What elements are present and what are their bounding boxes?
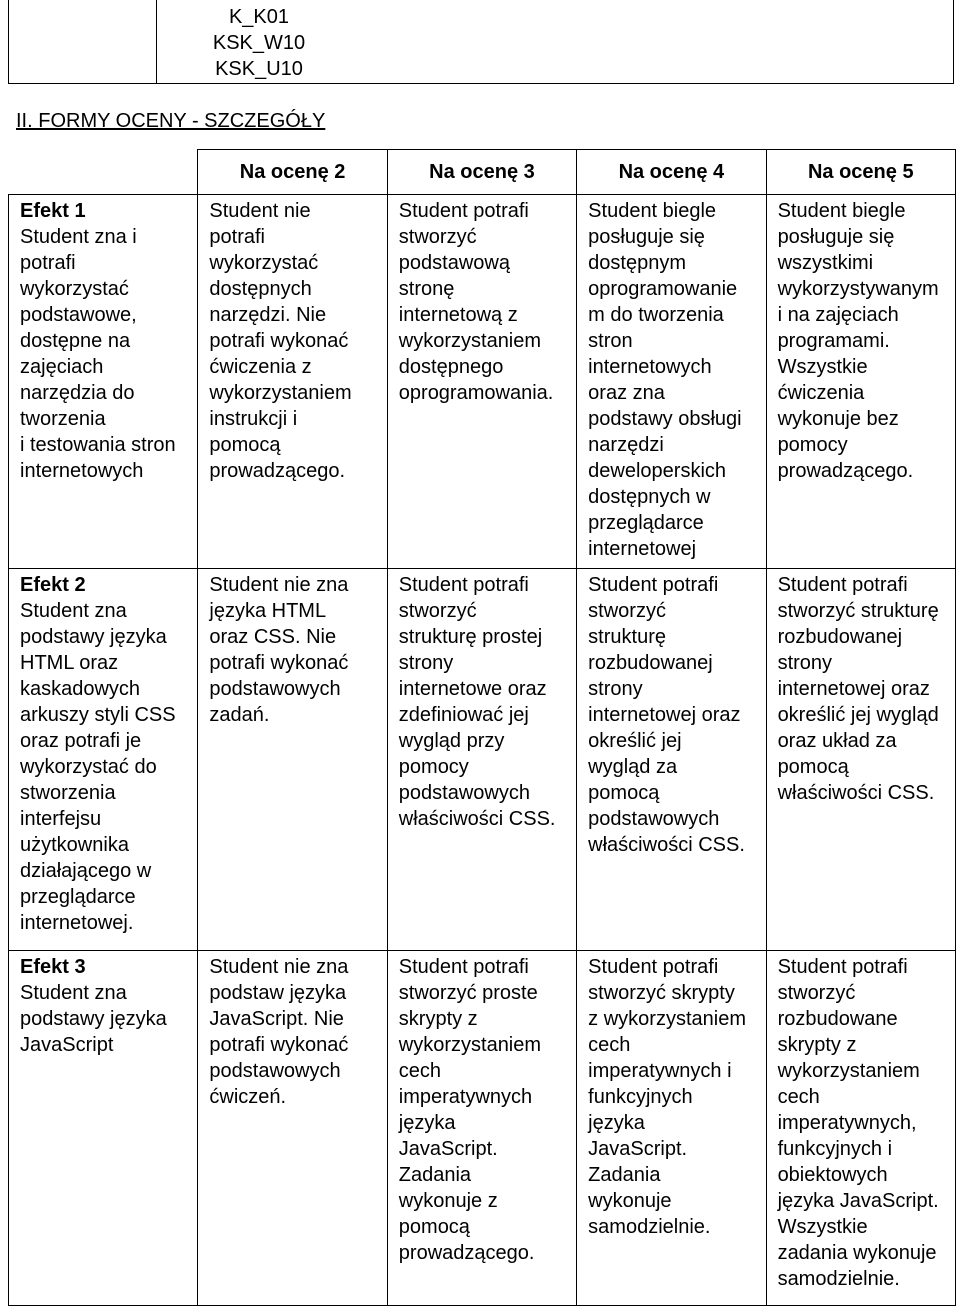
grade-5-cell [766, 951, 955, 1306]
table-row [9, 569, 956, 951]
grade-2-cell [198, 569, 387, 951]
grade-3-cell [387, 569, 576, 951]
effect-description: Student zna i potrafi wykorzystać podstawowe, dostępne na zajęciach narzędzia do tworzenia i testowania stron internetowych [20, 226, 176, 482]
header-grade-2: Na ocenę 2 [198, 150, 387, 195]
grade-5-cell [766, 195, 955, 569]
grade-2-text: Student nie zna języka HTML oraz CSS. Nie potrafi wykonać podstawowych zadań. [209, 574, 349, 726]
header-empty-cell [9, 150, 198, 195]
grade-4-cell [577, 951, 766, 1306]
grade-5-text: Student potrafi stworzyć strukturę rozbudowanej strony internetowej oraz określić jej wygląd oraz układ za pomocą właściwości CSS. [777, 574, 939, 804]
effect-cell [9, 569, 198, 951]
grade-3-text: Student potrafi stworzyć strukturę prostej strony internetowe oraz zdefiniować jej wygląd przy pomocy podstawowych właściwości CSS. [398, 574, 556, 830]
box-divider [156, 0, 157, 83]
learning-outcome-codes-box [8, 0, 954, 84]
grade-2-text: Student nie zna podstaw języka JavaScript. Nie potrafi wykonać podstawowych ćwiczeń. [209, 956, 349, 1108]
outcome-code: K_K01 [228, 6, 290, 28]
effect-cell [9, 195, 198, 569]
grade-3-text: Student potrafi stworzyć proste skrypty z wykorzystaniem cech imperatywnych języka JavaScript. Zadania wykonuje z pomocą prowadzącego. [398, 956, 542, 1264]
grade-3-cell [387, 951, 576, 1306]
grade-3-cell [387, 195, 576, 569]
grade-2-text: Student nie potrafi wykorzystać dostępnych narzędzi. Nie potrafi wykonać ćwiczenia z wykorzystaniem instrukcji i pomocą prowadzącego. [209, 200, 352, 482]
effect-description: Student zna podstawy języka JavaScript [20, 982, 167, 1056]
grade-4-cell [577, 569, 766, 951]
grade-5-text: Student potrafi stworzyć rozbudowane skrypty z wykorzystaniem cech imperatywnych, funkcyjnych i obiektowych języka JavaScript. Wszystkie zadania wykonuje samodzielnie. [777, 956, 939, 1290]
grade-5-text: Student biegle posługuje się wszystkimi wykorzystywanym i na zajęciach programami. Wszystkie ćwiczenia wykonuje bez pomocy prowadzącego. [777, 200, 939, 482]
grade-2-cell [198, 195, 387, 569]
grade-5-cell [766, 569, 955, 951]
header-grade-4: Na ocenę 4 [577, 150, 766, 195]
outcome-code: KSK_W10 [212, 32, 306, 54]
outcome-code: KSK_U10 [215, 58, 303, 80]
grade-4-text: Student potrafi stworzyć strukturę rozbudowanej strony internetowej oraz określić jej wygląd za pomocą podstawowych właściwości CSS. [588, 574, 745, 856]
table-header-row [9, 150, 956, 195]
grade-4-cell [577, 195, 766, 569]
outcome-codes [199, 4, 319, 82]
section-title: II. FORMY OCENY - SZCZEGÓŁY [16, 110, 326, 132]
effect-title: Efekt 3 [20, 956, 86, 978]
table-row [9, 195, 956, 569]
grade-3-text: Student potrafi stworzyć podstawową stronę internetową z wykorzystaniem dostępnego oprogramowania. [398, 200, 554, 404]
table-row [9, 951, 956, 1306]
effect-title: Efekt 2 [20, 574, 86, 596]
effect-cell [9, 951, 198, 1306]
effect-description: Student zna podstawy języka HTML oraz kaskadowych arkuszy styli CSS oraz potrafi je wykorzystać do stworzenia interfejsu użytkownika działającego w przeglądarce internetowej. [20, 600, 176, 934]
effect-title: Efekt 1 [20, 200, 86, 222]
grade-4-text: Student potrafi stworzyć skrypty z wykorzystaniem cech imperatywnych i funkcyjnych języka JavaScript. Zadania wykonuje samodzielnie. [588, 956, 746, 1238]
header-grade-3: Na ocenę 3 [387, 150, 576, 195]
grade-2-cell [198, 951, 387, 1306]
grade-4-text: Student biegle posługuje się dostępnym oprogramowanie m do tworzenia stron internetowych oraz zna podstawy obsługi narzędzi deweloperskich dostępnych w przeglądarce internetowej [588, 200, 742, 560]
header-grade-5: Na ocenę 5 [766, 150, 955, 195]
grading-table [8, 149, 956, 1306]
